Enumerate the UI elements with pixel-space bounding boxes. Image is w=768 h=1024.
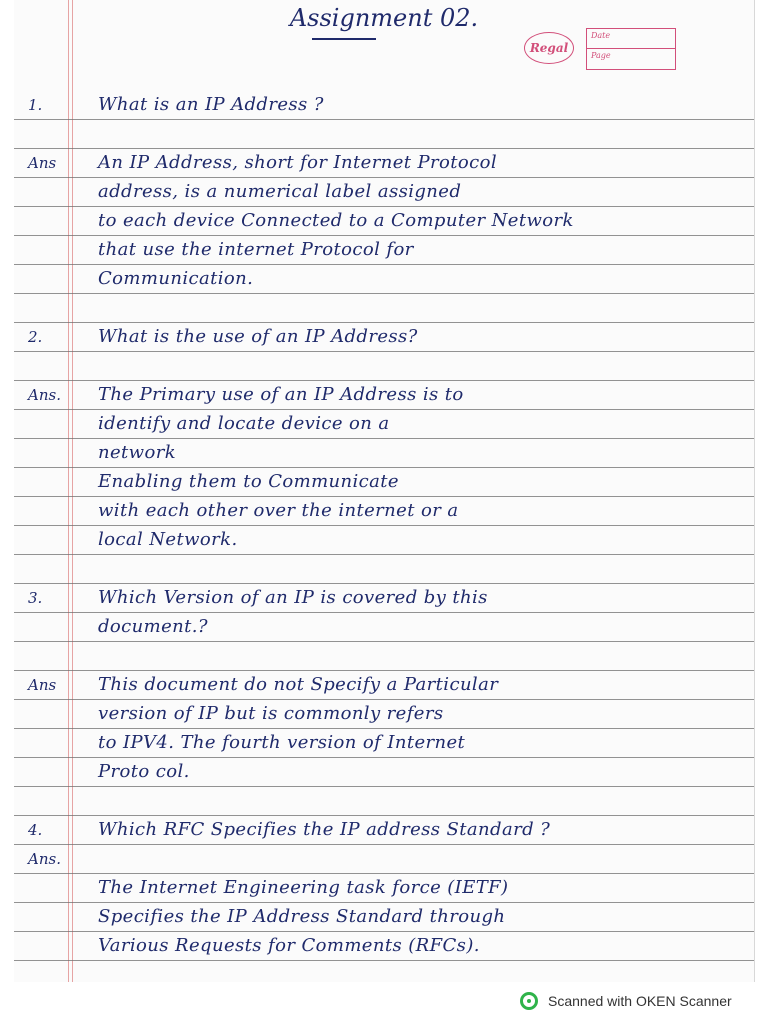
ruled-line	[14, 873, 754, 874]
ruled-line	[14, 119, 754, 120]
regal-logo: Regal	[524, 32, 574, 64]
line-text: Proto col.	[98, 761, 190, 782]
line-text: that use the internet Protocol for	[98, 239, 414, 260]
ruled-line	[14, 496, 754, 497]
line-text: local Network.	[98, 529, 238, 550]
notebook-line	[14, 382, 754, 410]
notebook-line	[14, 672, 754, 700]
line-text: address, is a numerical label assigned	[98, 181, 462, 202]
ruled-line	[14, 380, 754, 381]
ruled-line	[14, 264, 754, 265]
date-label: Date	[591, 31, 611, 40]
notebook-line	[14, 759, 754, 787]
ruled-line	[14, 728, 754, 729]
line-label: Ans	[28, 676, 57, 694]
notebook-line	[14, 411, 754, 439]
line-label: 4.	[28, 821, 43, 839]
ruled-line	[14, 177, 754, 178]
notebook-line	[14, 556, 754, 584]
line-label: Ans	[28, 154, 57, 172]
line-text: with each other over the internet or a	[98, 500, 459, 521]
notebook-line	[14, 150, 754, 178]
ruled-line	[14, 641, 754, 642]
notebook-line	[14, 904, 754, 932]
ruled-line	[14, 438, 754, 439]
notebook-line	[14, 440, 754, 468]
line-text: This document do not Specify a Particular	[98, 674, 499, 695]
notebook-line	[14, 846, 754, 874]
line-text: The Primary use of an IP Address is to	[98, 384, 464, 405]
notebook-line	[14, 237, 754, 265]
ruled-line	[14, 206, 754, 207]
line-text: Specifies the IP Address Standard through	[98, 906, 506, 927]
line-text: network	[98, 442, 177, 463]
ruled-line	[14, 525, 754, 526]
date-page-box	[586, 28, 676, 70]
notebook-line	[14, 875, 754, 903]
line-text: to each device Connected to a Computer Network	[98, 210, 574, 231]
line-text: Which RFC Specifies the IP address Standard ?	[98, 819, 551, 840]
ruled-line	[14, 409, 754, 410]
ruled-line	[14, 554, 754, 555]
line-label: 3.	[28, 589, 43, 607]
ruled-line	[14, 931, 754, 932]
line-text: What is the use of an IP Address?	[98, 326, 418, 347]
notebook-line	[14, 643, 754, 671]
ruled-line	[14, 844, 754, 845]
notebook-line	[14, 788, 754, 816]
notebook-line	[14, 614, 754, 642]
ruled-line	[14, 786, 754, 787]
notebook-line	[14, 527, 754, 555]
notebook-line	[14, 585, 754, 613]
scanner-watermark	[520, 990, 732, 1012]
notebook-line	[14, 295, 754, 323]
notebook-line	[14, 469, 754, 497]
assignment-title: Assignment 02.	[289, 4, 479, 32]
line-label: Ans.	[28, 386, 61, 404]
ruled-line	[14, 960, 754, 961]
ruled-line	[14, 612, 754, 613]
notebook-stamp	[524, 28, 674, 68]
notebook-line	[14, 324, 754, 352]
notebook-line	[14, 701, 754, 729]
ruled-line	[14, 757, 754, 758]
notebook-line	[14, 730, 754, 758]
line-label: 1.	[28, 96, 43, 114]
line-text: Communication.	[98, 268, 254, 289]
notebook-line	[14, 208, 754, 236]
oken-scanner-icon	[520, 992, 538, 1010]
line-text: version of IP but is commonly refers	[98, 703, 444, 724]
notebook-page	[14, 0, 755, 982]
line-text: An IP Address, short for Internet Protocol	[98, 152, 498, 173]
notebook-line	[14, 121, 754, 149]
line-text: identify and locate device on a	[98, 413, 390, 434]
notebook-line	[14, 92, 754, 120]
notebook-line	[14, 353, 754, 381]
notebook-line	[14, 179, 754, 207]
line-text: Which Version of an IP is covered by this	[98, 587, 488, 608]
notebook-line	[14, 933, 754, 961]
notebook-line	[14, 266, 754, 294]
line-text: Various Requests for Comments (RFCs).	[98, 935, 480, 956]
ruled-line	[14, 583, 754, 584]
ruled-line	[14, 322, 754, 323]
line-label: Ans.	[28, 850, 61, 868]
line-text: document.?	[98, 616, 208, 637]
notebook-line	[14, 498, 754, 526]
ruled-line	[14, 670, 754, 671]
ruled-line	[14, 293, 754, 294]
notebook-line	[14, 817, 754, 845]
line-label: 2.	[28, 328, 43, 346]
ruled-line	[14, 351, 754, 352]
ruled-line	[14, 467, 754, 468]
ruled-line	[14, 235, 754, 236]
ruled-line	[14, 902, 754, 903]
line-text: The Internet Engineering task force (IETF)	[98, 877, 509, 898]
line-text: What is an IP Address ?	[98, 94, 324, 115]
line-text: to IPV4. The fourth version of Internet	[98, 732, 466, 753]
ruled-line	[14, 148, 754, 149]
ruled-line	[14, 699, 754, 700]
scanner-text: Scanned with OKEN Scanner	[548, 993, 732, 1009]
page-label: Page	[591, 51, 611, 60]
title-underline	[312, 38, 376, 40]
ruled-line	[14, 815, 754, 816]
line-text: Enabling them to Communicate	[98, 471, 399, 492]
